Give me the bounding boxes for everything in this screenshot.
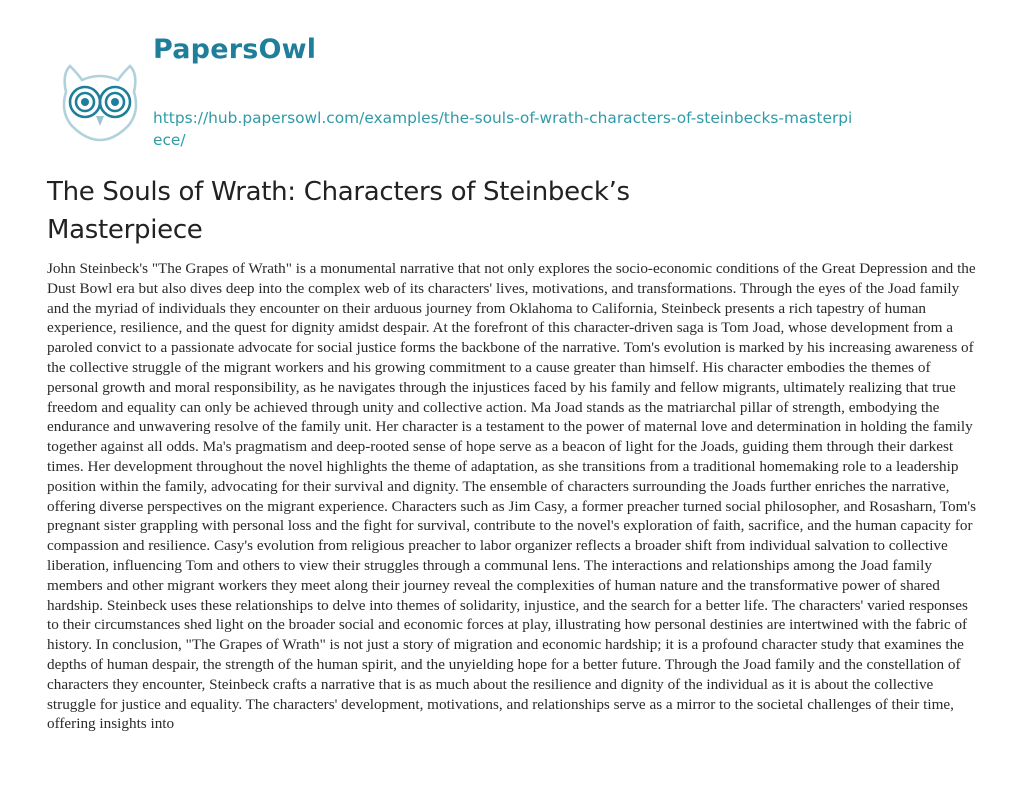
essay-title: The Souls of Wrath: Characters of Steinbeck’s Masterpiece <box>47 177 630 245</box>
brand-name: PapersOwl <box>153 34 317 65</box>
site-header <box>40 34 1000 164</box>
owl-logo-icon <box>48 52 152 156</box>
essay-body: John Steinbeck's "The Grapes of Wrath" is a monumental narrative that not only explores the socio-economic conditions of the Great Depression and the Dust Bowl era but also dives deep into the complex web of its characters' lives, motivations, and transformations. Through the eyes of the Joad family and the myriad of individuals they encounter on their arduous journey from Oklahoma to California, Steinbeck presents a rich tapestry of human experience, resilience, and the quest for dignity amidst despair. At the forefront of this character-driven saga is Tom Joad, whose development from a paroled convict to a passionate advocate for social justice forms the backbone of the narrative. Tom's evolution is marked by his increasing awareness of the collective struggle of the migrant workers and his growing commitment to a cause greater than himself. His character embodies the themes of personal growth and moral responsibility, as he navigates through the injustices faced by his family and fellow migrants, ultimately realizing that true freedom and equality can only be achieved through unity and collective action. Ma Joad stands as the matriarchal pillar of strength, embodying the endurance and unwavering resolve of the family unit. Her character is a testament to the power of maternal love and determination in holding the family together against all odds. Ma's pragmatism and deep-rooted sense of hope serve as a beacon of light for the Joads, guiding them through their darkest times. Her development throughout the novel highlights the theme of adaptation, as she transitions from a traditional homemaking role to a leadership position within the family, advocating for their survival and dignity. The ensemble of characters surrounding the Joads further enriches the narrative, offering diverse perspectives on the migrant experience. Characters such as Jim Casy, a former preacher turned social philosopher, and Rosasharn, Tom's pregnant sister grappling with personal loss and the fight for survival, contribute to the novel's exploration of faith, sacrifice, and the human capacity for compassion and resilience. Casy's evolution from religious preacher to labor organizer reflects a broader shift from individual salvation to collective liberation, influencing Tom and others to view their struggles through a communal lens. The interactions and relationships among the Joad family members and other migrant workers they meet along their journey reveal the complexities of human nature and the transformative power of shared hardship. Steinbeck uses these relationships to delve into themes of solidarity, injustice, and the search for a better life. The characters' varied responses to their circumstances shed light on the broader social and economic forces at play, illustrating how personal destinies are intertwined with the fabric of history. In conclusion, "The Grapes of Wrath" is not just a story of migration and economic hardship; it is a profound character study that examines the depths of human despair, the strength of the human spirit, and the unyielding hope for a better future. Through the Joad family and the constellation of characters they encounter, Steinbeck crafts a narrative that is as much about the resilience and dignity of the individual as it is about the collective struggle for justice and equality. The characters' development, motivations, and relationships serve as a mirror to the societal challenges of their time, offering insights into <box>47 260 977 733</box>
source-link[interactable]: https://hub.papersowl.com/examples/the-souls-of-wrath-characters-of-steinbecks-masterpiece/ <box>153 109 853 149</box>
